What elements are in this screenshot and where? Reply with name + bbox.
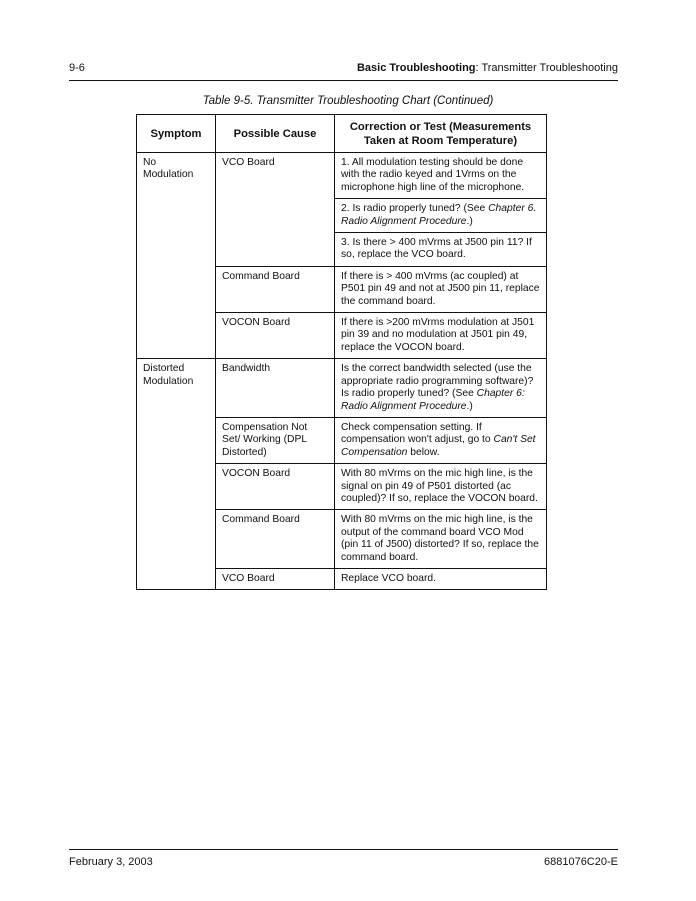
cause-cell: Command Board	[216, 510, 335, 569]
cause-cell: Bandwidth	[216, 359, 335, 418]
footer-date: February 3, 2003	[69, 856, 153, 868]
page-number: 9-6	[69, 62, 85, 74]
test-cell: 1. All modulation testing should be done with the radio keyed and 1Vrms on the microphone high line of the microphone.	[335, 153, 547, 199]
running-header	[357, 62, 618, 74]
header-rule	[69, 80, 618, 81]
test-cell: If there is > 400 mVrms (ac coupled) at P501 pin 49 and not at J500 pin 11, replace the command board.	[335, 266, 547, 312]
column-header-symptom: Symptom	[137, 115, 216, 153]
test-cell	[335, 359, 547, 418]
chapter-reference: Chapter 6: Radio Alignment Procedure	[341, 388, 525, 412]
table-row	[137, 153, 547, 199]
symptom-cell: No Modulation	[137, 153, 216, 359]
test-cell	[335, 417, 547, 463]
test-text: below.	[407, 446, 440, 458]
cause-cell: VOCON Board	[216, 313, 335, 359]
test-text: 2. Is radio properly tuned? (See	[341, 203, 489, 215]
test-text: .)	[466, 215, 473, 227]
test-text: Check compensation setting. If compensation won't adjust, go to	[341, 421, 494, 446]
column-header-possible-cause: Possible Cause	[216, 115, 335, 153]
test-cell: With 80 mVrms on the mic high line, is the output of the command board VCO Mod (pin 11 of J500) distorted? If so, replace the command board.	[335, 510, 547, 569]
column-header-correction-or-test: Correction or Test (Measurements Taken at Room Temperature)	[335, 115, 547, 153]
troubleshooting-table	[136, 114, 547, 590]
test-text: .)	[466, 400, 473, 412]
cause-cell: VOCON Board	[216, 464, 335, 510]
running-header-subsection: : Transmitter Troubleshooting	[475, 62, 618, 74]
test-text: Is the correct bandwidth selected (use the appropriate radio programming software)? Is radio properly tuned? (See	[341, 363, 534, 400]
cause-cell: VCO Board	[216, 153, 335, 267]
footer-rule	[69, 849, 618, 850]
section-reference: Can't Set Compensation	[341, 434, 536, 458]
test-cell: If there is >200 mVrms modulation at J501 pin 39 and no modulation at J501 pin 49, replace the VOCON board.	[335, 313, 547, 359]
table-row	[137, 359, 547, 418]
test-cell	[335, 199, 547, 233]
test-cell: 3. Is there > 400 mVrms at J500 pin 11? If so, replace the VCO board.	[335, 233, 547, 267]
symptom-cell: Distorted Modulation	[137, 359, 216, 590]
footer-document-number: 6881076C20-E	[543, 856, 618, 868]
table-caption: Table 9-5. Transmitter Troubleshooting Chart (Continued)	[202, 95, 494, 107]
chapter-reference: Chapter 6. Radio Alignment Procedure	[341, 203, 537, 227]
table-header-row	[137, 115, 547, 153]
test-cell: Replace VCO board.	[335, 568, 547, 589]
test-cell: With 80 mVrms on the mic high line, is the signal on pin 49 of P501 distorted (ac coupled)? If so, replace the VOCON board.	[335, 464, 547, 510]
cause-cell: VCO Board	[216, 568, 335, 589]
cause-cell: Command Board	[216, 266, 335, 312]
running-header-section: Basic Troubleshooting	[356, 62, 476, 74]
cause-cell: Compensation Not Set/ Working (DPL Distorted)	[216, 417, 335, 463]
